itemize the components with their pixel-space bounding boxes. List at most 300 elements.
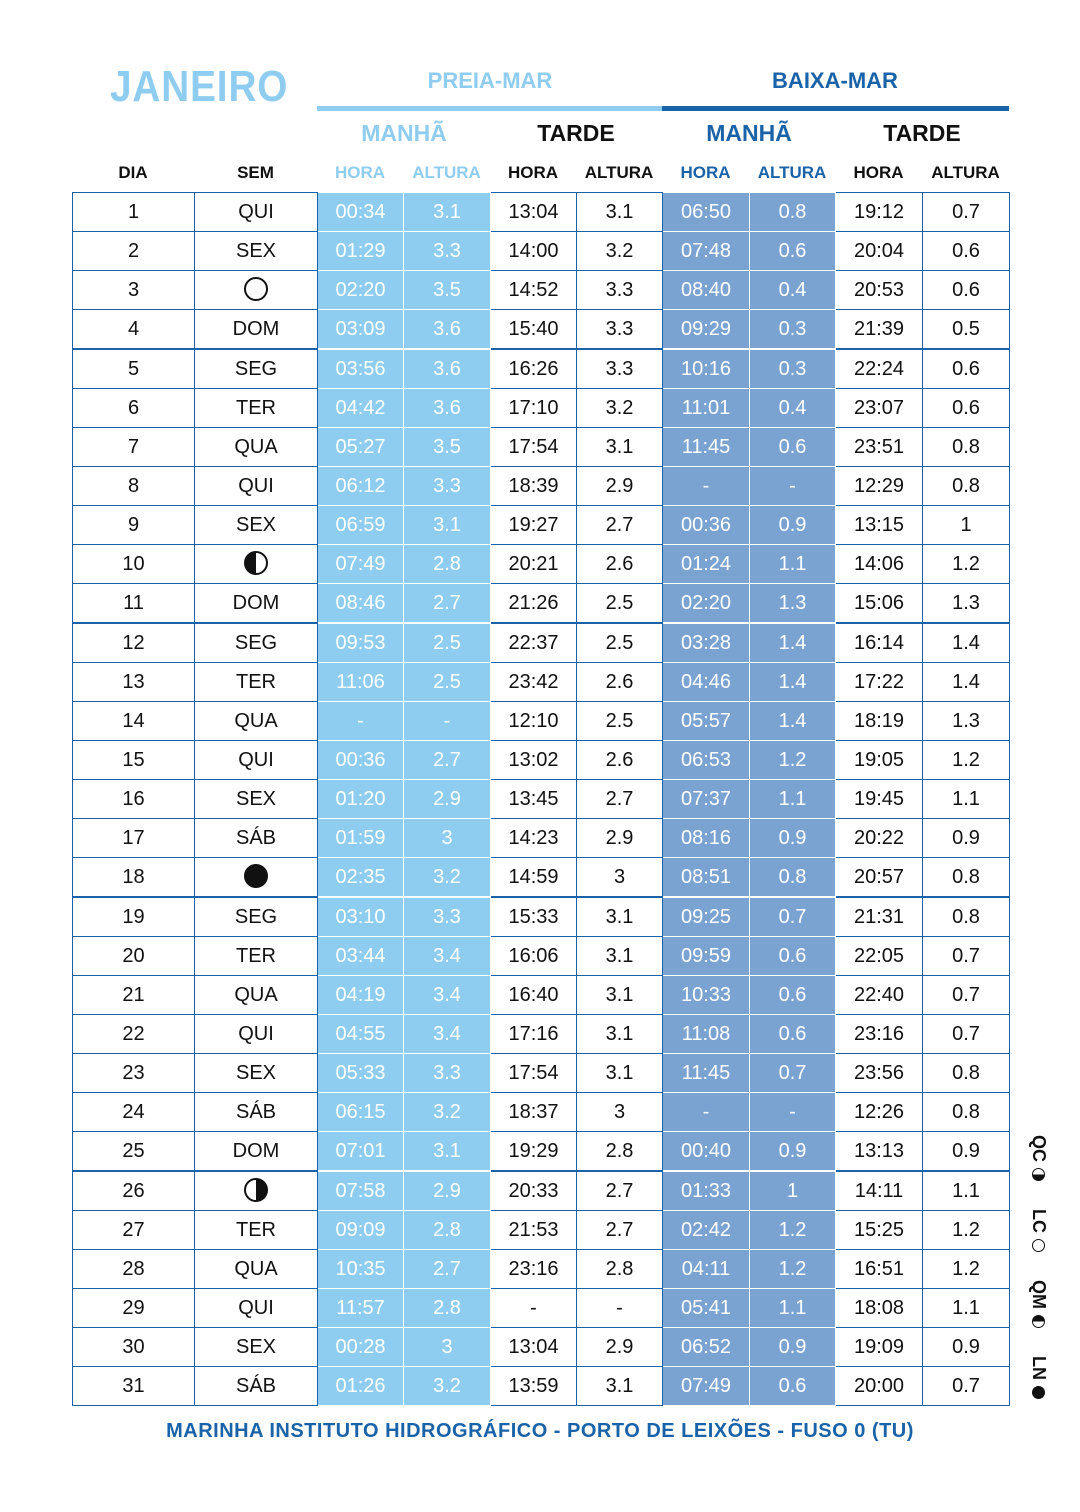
cell-pt-hora: - xyxy=(491,1289,577,1328)
cell-pt-altura: 2.7 xyxy=(577,506,663,545)
cell-bt-altura: 0.8 xyxy=(923,897,1010,937)
table-row xyxy=(73,858,1010,898)
cell-pt-hora: 16:40 xyxy=(491,976,577,1015)
col-header-bm-hora: HORA xyxy=(680,163,731,182)
cell-dia: 20 xyxy=(73,937,195,976)
cell-bm-altura: 1.2 xyxy=(750,741,836,780)
cell-bt-altura: 1.1 xyxy=(923,780,1010,819)
cell-bt-altura: 0.6 xyxy=(923,349,1010,389)
table-row xyxy=(73,1289,1010,1328)
cell-sem: DOM xyxy=(195,310,318,350)
cell-bt-hora: 20:04 xyxy=(836,232,923,271)
cell-pt-hora: 21:53 xyxy=(491,1211,577,1250)
cell-pt-hora: 20:33 xyxy=(491,1171,577,1211)
cell-sem: QUA xyxy=(195,976,318,1015)
cell-pt-altura: - xyxy=(577,1289,663,1328)
cell-pt-altura: 3 xyxy=(577,858,663,898)
legend-label: QM xyxy=(1029,1280,1049,1309)
cell-pt-hora: 19:27 xyxy=(491,506,577,545)
cell-bm-altura: 1.1 xyxy=(750,1289,836,1328)
cell-pt-hora: 20:21 xyxy=(491,545,577,584)
moon-new-icon xyxy=(1032,1239,1045,1252)
cell-bm-hora: 05:57 xyxy=(663,702,750,741)
cell-bm-altura: 1.1 xyxy=(750,545,836,584)
cell-dia: 21 xyxy=(73,976,195,1015)
cell-bt-hora: 17:22 xyxy=(836,663,923,702)
cell-pm-altura: 3.3 xyxy=(404,467,491,506)
cell-pm-altura: 2.7 xyxy=(404,1250,491,1289)
legend-label: LN xyxy=(1029,1356,1049,1380)
cell-sem: SEX xyxy=(195,1054,318,1093)
cell-bt-hora: 15:06 xyxy=(836,584,923,624)
cell-bm-hora: 04:46 xyxy=(663,663,750,702)
table-row xyxy=(73,976,1010,1015)
cell-pt-altura: 3.1 xyxy=(577,976,663,1015)
cell-bt-hora: 15:25 xyxy=(836,1211,923,1250)
cell-bm-hora: 11:45 xyxy=(663,428,750,467)
cell-bm-hora: 11:01 xyxy=(663,389,750,428)
cell-dia: 31 xyxy=(73,1367,195,1406)
table-row xyxy=(73,1250,1010,1289)
cell-bt-altura: 0.9 xyxy=(923,1328,1010,1367)
cell-sem: TER xyxy=(195,663,318,702)
table-row xyxy=(73,623,1010,663)
cell-bt-altura: 0.7 xyxy=(923,937,1010,976)
cell-pm-altura: 3.6 xyxy=(404,349,491,389)
cell-pm-hora: 09:53 xyxy=(318,623,404,663)
cell-bm-hora: 10:16 xyxy=(663,349,750,389)
cell-dia: 18 xyxy=(73,858,195,898)
col-header-pt-hora: HORA xyxy=(507,163,559,182)
cell-pm-hora: 02:20 xyxy=(318,271,404,310)
cell-bt-altura: 1.1 xyxy=(923,1171,1010,1211)
cell-bt-altura: 0.8 xyxy=(923,858,1010,898)
cell-pm-altura: 3.5 xyxy=(404,271,491,310)
cell-pm-altura: 3 xyxy=(404,819,491,858)
cell-bt-hora: 22:40 xyxy=(836,976,923,1015)
cell-dia: 2 xyxy=(73,232,195,271)
cell-bm-hora: 03:28 xyxy=(663,623,750,663)
cell-dia: 9 xyxy=(73,506,195,545)
cell-pt-hora: 17:16 xyxy=(491,1015,577,1054)
cell-bt-altura: 0.9 xyxy=(923,1132,1010,1172)
cell-pm-altura: 2.9 xyxy=(404,1171,491,1211)
legend-item xyxy=(1028,1356,1049,1405)
cell-dia: 27 xyxy=(73,1211,195,1250)
cell-pm-hora: 03:09 xyxy=(318,310,404,350)
cell-sem: SEG xyxy=(195,349,318,389)
cell-sem xyxy=(195,858,318,898)
cell-pm-altura: 2.8 xyxy=(404,545,491,584)
cell-sem: SEX xyxy=(195,232,318,271)
cell-bt-altura: 1.3 xyxy=(923,584,1010,624)
table-row xyxy=(73,232,1010,271)
cell-pt-altura: 2.9 xyxy=(577,819,663,858)
cell-bm-hora: 02:42 xyxy=(663,1211,750,1250)
cell-bt-hora: 19:05 xyxy=(836,741,923,780)
cell-bm-hora: 06:53 xyxy=(663,741,750,780)
cell-pt-altura: 3.3 xyxy=(577,349,663,389)
cell-dia: 17 xyxy=(73,819,195,858)
moon-last-quarter-icon xyxy=(244,1178,268,1202)
cell-bt-hora: 22:05 xyxy=(836,937,923,976)
cell-dia: 4 xyxy=(73,310,195,350)
cell-pt-altura: 3.2 xyxy=(577,232,663,271)
cell-bt-hora: 23:07 xyxy=(836,389,923,428)
cell-dia: 29 xyxy=(73,1289,195,1328)
table-row xyxy=(73,349,1010,389)
baixa-mar-rule xyxy=(662,106,1009,111)
cell-pm-hora: 01:26 xyxy=(318,1367,404,1406)
cell-bm-hora: 08:16 xyxy=(663,819,750,858)
cell-sem: SEG xyxy=(195,623,318,663)
table-row xyxy=(73,428,1010,467)
legend-label: LC xyxy=(1029,1209,1049,1233)
cell-sem: SÁB xyxy=(195,1367,318,1406)
cell-bm-altura: 0.6 xyxy=(750,232,836,271)
cell-sem: QUA xyxy=(195,702,318,741)
cell-pt-hora: 13:04 xyxy=(491,193,577,232)
cell-pm-altura: 2.7 xyxy=(404,741,491,780)
cell-sem: QUI xyxy=(195,467,318,506)
cell-bm-hora: 04:11 xyxy=(663,1250,750,1289)
cell-bt-altura: 1.2 xyxy=(923,1250,1010,1289)
cell-bm-altura: 0.8 xyxy=(750,858,836,898)
cell-pm-altura: 3.3 xyxy=(404,232,491,271)
table-row xyxy=(73,937,1010,976)
cell-dia: 6 xyxy=(73,389,195,428)
cell-bt-altura: 0.8 xyxy=(923,428,1010,467)
cell-bm-altura: 0.4 xyxy=(750,389,836,428)
cell-pt-altura: 3.1 xyxy=(577,193,663,232)
cell-bt-altura: 0.6 xyxy=(923,232,1010,271)
cell-sem: DOM xyxy=(195,584,318,624)
cell-pm-hora: 04:42 xyxy=(318,389,404,428)
cell-pm-altura: 2.7 xyxy=(404,584,491,624)
cell-bm-hora: 07:37 xyxy=(663,780,750,819)
table-row xyxy=(73,467,1010,506)
preia-mar-header: PREIA-MAR xyxy=(427,68,553,93)
cell-pt-hora: 14:23 xyxy=(491,819,577,858)
cell-bt-altura: 0.5 xyxy=(923,310,1010,350)
cell-pt-hora: 14:00 xyxy=(491,232,577,271)
cell-pt-altura: 3.1 xyxy=(577,1367,663,1406)
cell-pm-hora: 03:56 xyxy=(318,349,404,389)
preia-tarde-header: TARDE xyxy=(537,120,615,146)
cell-pm-altura: 3.1 xyxy=(404,193,491,232)
table-row xyxy=(73,584,1010,624)
cell-bt-hora: 21:31 xyxy=(836,897,923,937)
cell-pm-altura: 3.3 xyxy=(404,1054,491,1093)
col-header-dia: DIA xyxy=(118,163,148,182)
table-row xyxy=(73,1211,1010,1250)
cell-pt-hora: 21:26 xyxy=(491,584,577,624)
cell-dia: 30 xyxy=(73,1328,195,1367)
cell-pm-altura: 3.4 xyxy=(404,976,491,1015)
baixa-mar-header: BAIXA-MAR xyxy=(772,68,898,93)
cell-bm-hora: - xyxy=(663,467,750,506)
cell-dia: 13 xyxy=(73,663,195,702)
cell-pm-altura: - xyxy=(404,702,491,741)
cell-pm-altura: 3.1 xyxy=(404,506,491,545)
cell-bm-altura: 1.1 xyxy=(750,780,836,819)
col-header-sem: SEM xyxy=(237,163,274,182)
cell-pm-hora: 09:09 xyxy=(318,1211,404,1250)
cell-dia: 14 xyxy=(73,702,195,741)
cell-sem: QUA xyxy=(195,428,318,467)
cell-pt-hora: 13:59 xyxy=(491,1367,577,1406)
cell-pm-hora: 04:55 xyxy=(318,1015,404,1054)
cell-pm-hora: 10:35 xyxy=(318,1250,404,1289)
month-title: JANEIRO xyxy=(110,62,289,111)
cell-bt-altura: 0.7 xyxy=(923,1367,1010,1406)
cell-dia: 10 xyxy=(73,545,195,584)
cell-pm-hora: 06:15 xyxy=(318,1093,404,1132)
cell-pm-hora: 02:35 xyxy=(318,858,404,898)
cell-pm-altura: 3.2 xyxy=(404,858,491,898)
cell-pm-altura: 2.8 xyxy=(404,1289,491,1328)
cell-bm-altura: 0.7 xyxy=(750,1054,836,1093)
cell-bt-altura: 0.6 xyxy=(923,271,1010,310)
cell-pm-altura: 3.6 xyxy=(404,310,491,350)
cell-bm-hora: 09:59 xyxy=(663,937,750,976)
cell-pt-altura: 2.7 xyxy=(577,780,663,819)
cell-dia: 16 xyxy=(73,780,195,819)
cell-bt-hora: 20:00 xyxy=(836,1367,923,1406)
cell-bm-altura: 0.6 xyxy=(750,1367,836,1406)
cell-pm-altura: 2.5 xyxy=(404,663,491,702)
cell-bm-altura: 0.9 xyxy=(750,819,836,858)
cell-pt-altura: 3.3 xyxy=(577,271,663,310)
cell-pm-altura: 3.4 xyxy=(404,1015,491,1054)
cell-pm-altura: 3 xyxy=(404,1328,491,1367)
cell-bt-altura: 0.7 xyxy=(923,976,1010,1015)
cell-pt-hora: 14:52 xyxy=(491,271,577,310)
cell-pm-altura: 3.2 xyxy=(404,1367,491,1406)
cell-sem: TER xyxy=(195,937,318,976)
cell-bm-altura: 0.6 xyxy=(750,976,836,1015)
cell-pt-hora: 22:37 xyxy=(491,623,577,663)
cell-pt-hora: 16:06 xyxy=(491,937,577,976)
cell-pm-altura: 2.5 xyxy=(404,623,491,663)
col-header-pm-hora: HORA xyxy=(334,163,386,182)
cell-bt-hora: 20:57 xyxy=(836,858,923,898)
cell-pm-hora: 08:46 xyxy=(318,584,404,624)
cell-bm-altura: 1.2 xyxy=(750,1211,836,1250)
cell-dia: 12 xyxy=(73,623,195,663)
cell-pt-altura: 3.3 xyxy=(577,310,663,350)
cell-bm-altura: 1.3 xyxy=(750,584,836,624)
moon-last-quarter-icon xyxy=(1032,1315,1045,1328)
cell-bm-altura: 1 xyxy=(750,1171,836,1211)
cell-pt-altura: 3.2 xyxy=(577,389,663,428)
cell-dia: 5 xyxy=(73,349,195,389)
cell-bm-altura: 0.9 xyxy=(750,1328,836,1367)
cell-dia: 15 xyxy=(73,741,195,780)
cell-pm-altura: 2.9 xyxy=(404,780,491,819)
cell-pt-altura: 2.5 xyxy=(577,584,663,624)
cell-bm-hora: 00:40 xyxy=(663,1132,750,1172)
cell-pt-altura: 2.9 xyxy=(577,1328,663,1367)
cell-pt-altura: 2.8 xyxy=(577,1132,663,1172)
cell-pt-altura: 3 xyxy=(577,1093,663,1132)
cell-bm-hora: 05:41 xyxy=(663,1289,750,1328)
cell-pt-altura: 2.5 xyxy=(577,623,663,663)
cell-sem: SEX xyxy=(195,780,318,819)
cell-pt-hora: 23:16 xyxy=(491,1250,577,1289)
cell-bm-altura: 1.2 xyxy=(750,1250,836,1289)
cell-dia: 24 xyxy=(73,1093,195,1132)
cell-pt-altura: 2.8 xyxy=(577,1250,663,1289)
cell-bm-hora: 11:45 xyxy=(663,1054,750,1093)
cell-pm-hora: 07:01 xyxy=(318,1132,404,1172)
cell-bm-altura: 0.3 xyxy=(750,349,836,389)
cell-bt-hora: 23:51 xyxy=(836,428,923,467)
cell-sem: QUA xyxy=(195,1250,318,1289)
legend-item xyxy=(1028,1280,1049,1334)
cell-bt-hora: 12:26 xyxy=(836,1093,923,1132)
cell-bm-hora: 01:33 xyxy=(663,1171,750,1211)
cell-bm-altura: 1.4 xyxy=(750,663,836,702)
cell-bm-hora: 00:36 xyxy=(663,506,750,545)
cell-pm-hora: 01:29 xyxy=(318,232,404,271)
table-row xyxy=(73,897,1010,937)
cell-bt-hora: 16:14 xyxy=(836,623,923,663)
table-row xyxy=(73,1367,1010,1406)
cell-bm-altura: 1.4 xyxy=(750,623,836,663)
cell-bt-altura: 0.8 xyxy=(923,467,1010,506)
moon-phase-legend xyxy=(1022,1135,1052,1405)
cell-sem: QUI xyxy=(195,193,318,232)
cell-bt-hora: 18:19 xyxy=(836,702,923,741)
cell-pm-hora: 03:10 xyxy=(318,897,404,937)
cell-dia: 11 xyxy=(73,584,195,624)
cell-pm-altura: 3.1 xyxy=(404,1132,491,1172)
cell-pm-altura: 3.5 xyxy=(404,428,491,467)
cell-pm-hora: 07:58 xyxy=(318,1171,404,1211)
cell-pt-hora: 13:02 xyxy=(491,741,577,780)
table-row xyxy=(73,310,1010,350)
cell-sem: SEX xyxy=(195,506,318,545)
cell-bt-altura: 1.3 xyxy=(923,702,1010,741)
cell-bm-altura: 0.8 xyxy=(750,193,836,232)
cell-sem: SEX xyxy=(195,1328,318,1367)
cell-pt-hora: 17:10 xyxy=(491,389,577,428)
cell-pm-hora: 06:12 xyxy=(318,467,404,506)
table-row xyxy=(73,1328,1010,1367)
cell-pt-hora: 15:33 xyxy=(491,897,577,937)
table-row xyxy=(73,1093,1010,1132)
cell-pt-altura: 2.9 xyxy=(577,467,663,506)
cell-bt-altura: 1.4 xyxy=(923,623,1010,663)
cell-bm-altura: 0.6 xyxy=(750,1015,836,1054)
cell-pt-altura: 3.1 xyxy=(577,897,663,937)
cell-sem: QUI xyxy=(195,741,318,780)
cell-pt-altura: 2.7 xyxy=(577,1171,663,1211)
table-row xyxy=(73,506,1010,545)
table-row xyxy=(73,545,1010,584)
cell-bm-hora: 02:20 xyxy=(663,584,750,624)
cell-bt-altura: 0.8 xyxy=(923,1093,1010,1132)
cell-bm-hora: - xyxy=(663,1093,750,1132)
baixa-tarde-header: TARDE xyxy=(883,120,961,146)
cell-bt-altura: 0.8 xyxy=(923,1054,1010,1093)
cell-sem xyxy=(195,545,318,584)
cell-bt-hora: 13:13 xyxy=(836,1132,923,1172)
cell-bt-altura: 1.2 xyxy=(923,741,1010,780)
cell-dia: 8 xyxy=(73,467,195,506)
cell-bt-hora: 22:24 xyxy=(836,349,923,389)
cell-dia: 3 xyxy=(73,271,195,310)
cell-bm-altura: 0.9 xyxy=(750,1132,836,1172)
cell-bt-altura: 0.9 xyxy=(923,819,1010,858)
col-header-pm-altura: ALTURA xyxy=(412,163,481,182)
cell-bt-altura: 0.6 xyxy=(923,389,1010,428)
cell-pt-altura: 3.1 xyxy=(577,937,663,976)
cell-sem: TER xyxy=(195,1211,318,1250)
cell-pt-altura: 2.6 xyxy=(577,545,663,584)
cell-bt-hora: 18:08 xyxy=(836,1289,923,1328)
col-header-pt-altura: ALTURA xyxy=(584,163,654,182)
cell-bt-altura: 0.7 xyxy=(923,1015,1010,1054)
cell-pm-hora: 01:59 xyxy=(318,819,404,858)
cell-pt-hora: 15:40 xyxy=(491,310,577,350)
legend-item xyxy=(1028,1209,1049,1258)
cell-dia: 26 xyxy=(73,1171,195,1211)
col-header-bt-altura: ALTURA xyxy=(931,163,1000,182)
cell-dia: 23 xyxy=(73,1054,195,1093)
cell-pm-hora: 05:33 xyxy=(318,1054,404,1093)
cell-sem: TER xyxy=(195,389,318,428)
cell-bt-hora: 19:12 xyxy=(836,193,923,232)
cell-sem: QUI xyxy=(195,1015,318,1054)
cell-bt-altura: 1 xyxy=(923,506,1010,545)
cell-bm-altura: 0.9 xyxy=(750,506,836,545)
table-row xyxy=(73,663,1010,702)
footer-source: MARINHA INSTITUTO HIDROGRÁFICO - PORTO DE LEIXÕES - FUSO 0 (TU) xyxy=(166,1420,914,1442)
cell-pt-altura: 3.1 xyxy=(577,428,663,467)
cell-pt-hora: 16:26 xyxy=(491,349,577,389)
cell-pm-hora: 05:27 xyxy=(318,428,404,467)
cell-bm-hora: 09:25 xyxy=(663,897,750,937)
cell-bt-hora: 19:09 xyxy=(836,1328,923,1367)
legend-item xyxy=(1028,1135,1049,1187)
tide-table xyxy=(72,192,1010,1406)
cell-bm-altura: 1.4 xyxy=(750,702,836,741)
cell-bt-hora: 20:22 xyxy=(836,819,923,858)
cell-bt-altura: 1.2 xyxy=(923,1211,1010,1250)
cell-pt-hora: 14:59 xyxy=(491,858,577,898)
cell-bt-hora: 21:39 xyxy=(836,310,923,350)
cell-bm-hora: 10:33 xyxy=(663,976,750,1015)
table-row xyxy=(73,1054,1010,1093)
table-row xyxy=(73,1015,1010,1054)
cell-bm-hora: 07:49 xyxy=(663,1367,750,1406)
cell-pm-hora: 11:57 xyxy=(318,1289,404,1328)
cell-dia: 28 xyxy=(73,1250,195,1289)
cell-bm-hora: 07:48 xyxy=(663,232,750,271)
table-row xyxy=(73,702,1010,741)
cell-pt-altura: 2.7 xyxy=(577,1211,663,1250)
cell-bt-hora: 12:29 xyxy=(836,467,923,506)
table-row xyxy=(73,193,1010,232)
cell-sem: SEG xyxy=(195,897,318,937)
cell-dia: 7 xyxy=(73,428,195,467)
cell-bm-hora: 11:08 xyxy=(663,1015,750,1054)
cell-pm-hora: - xyxy=(318,702,404,741)
cell-pm-hora: 04:19 xyxy=(318,976,404,1015)
cell-bt-hora: 23:56 xyxy=(836,1054,923,1093)
